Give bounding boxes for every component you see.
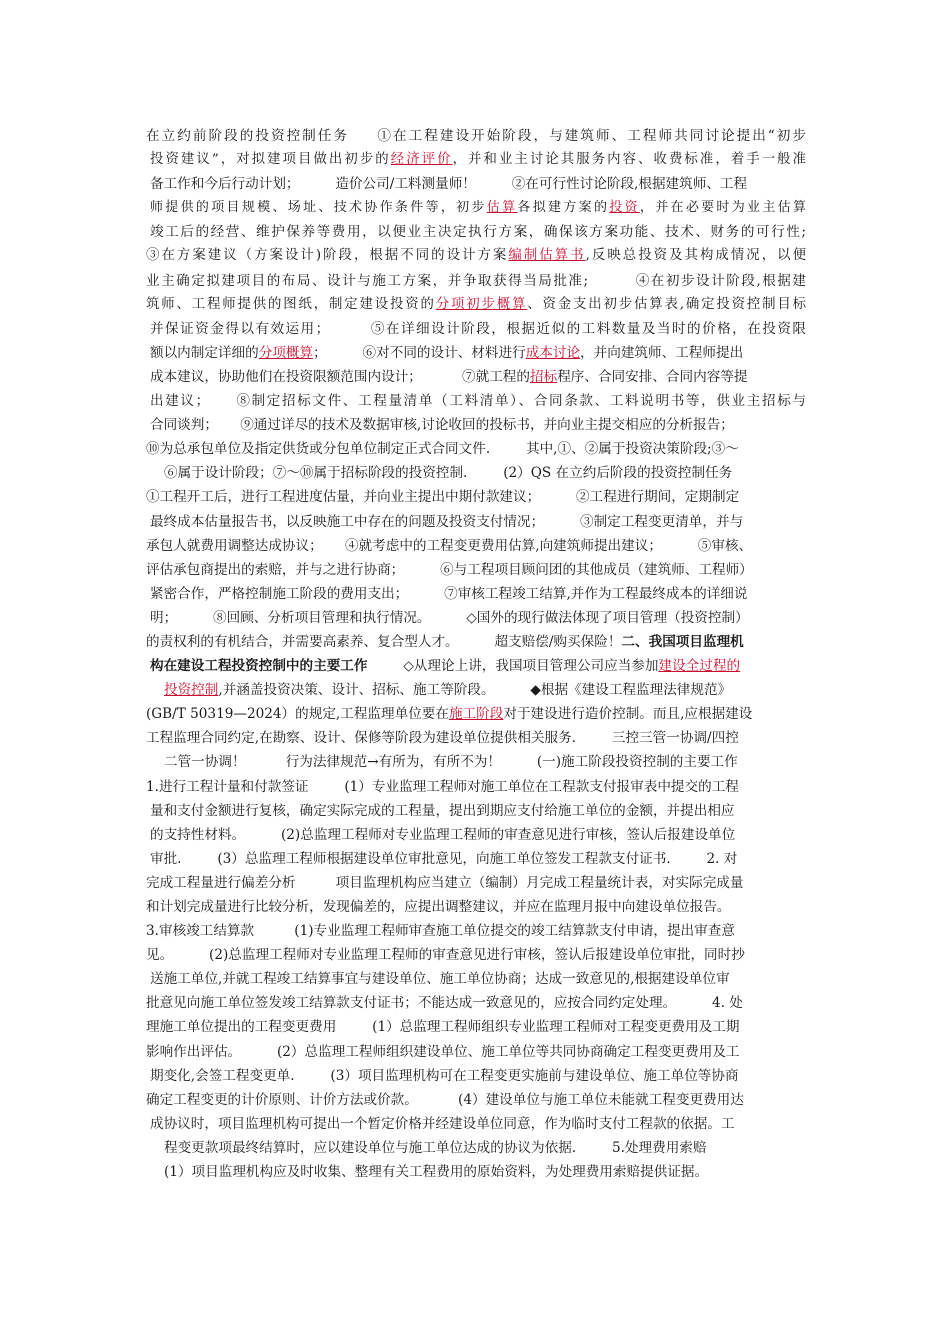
- hyperlink[interactable]: 投资控制: [164, 682, 219, 699]
- text-segment: 成协议时，项目监理机构可提出一个暂定价格并经建设单位同意，作为临时支付工程款的依据。工: [150, 1115, 735, 1132]
- text-segment: ，并向建筑师、工程师提出: [580, 344, 744, 361]
- hyperlink[interactable]: 分项概算: [258, 344, 314, 361]
- text-segment: ①工程开工后，进行工程进度估量，并向业主提出中期付款建议； ②工程进行期间，定期制定: [146, 489, 740, 506]
- text-line: [146, 558, 806, 582]
- text-segment: 在立约前阶段的投资控制任务 ①在工程建设开始阶段，与建筑师、工程师共同讨论提出“初步: [146, 128, 806, 144]
- text-segment: 送施工单位,并就工程竣工结算事宜与建设单位、施工单位协商；达成一致意见的,根据建设单位审: [150, 971, 730, 988]
- text-segment: 紧密合作，严格控制施工阶段的费用支出； ⑦审核工程竣工结算,并作为工程最终成本的详细说: [150, 585, 748, 602]
- text-line: [146, 365, 806, 389]
- text-segment: ； ⑥对不同的设计、材料进行: [313, 344, 526, 361]
- text-segment: 、资金支出初步估算表,确定投资控制目标: [527, 296, 806, 312]
- text-line: [146, 823, 806, 847]
- text-segment: 二管一协调！ 行为法律规范→有所为，有所不为！ (一)施工阶段投资控制的主要工作: [164, 754, 738, 771]
- hyperlink[interactable]: 成本讨论: [525, 344, 581, 361]
- text-line: [146, 244, 806, 268]
- text-segment: 期变化,会签工程变更单. (3）项目监理机构可在工程变更实施前与建设单位、施工单位等协商: [150, 1067, 739, 1084]
- text-line: [146, 582, 806, 606]
- text-segment: 程变更款项最终结算时，应以建设单位与施工单位达成的协议为依据. 5.处理费用索赔: [164, 1139, 707, 1156]
- text-segment: 影响作出评估。 (2）总监理工程师组织建设单位、施工单位等共同协商确定工程变更费用及工: [146, 1043, 740, 1060]
- section-heading-text: 构在建设工程投资控制中的主要工作: [150, 658, 368, 675]
- text-line: [146, 967, 806, 991]
- text-segment: 确定工程变更的计价原则、计价方法或价款。 (4）建设单位与施工单位未能就工程变更费用达: [146, 1091, 744, 1108]
- text-segment: 的支持性材料。 (2)总监理工程师对专业监理工程师的审查意见进行审核，签认后报建设单位: [150, 826, 736, 843]
- text-line: [146, 1064, 806, 1088]
- text-line: [146, 1112, 806, 1136]
- text-segment: 完成工程量进行偏差分析 项目监理机构应当建立（编制）月完成工程量统计表，对实际完成量: [146, 874, 744, 891]
- text-segment: ,反映总投资及其构成情况，以便: [585, 248, 806, 264]
- text-segment: 师提供的项目规模、场址、技术协作条件等，初步: [150, 200, 487, 216]
- text-segment: ⑩为总承包单位及指定供货或分包单位制定正式合同文件. 其中,①、②属于投资决策阶段;③～: [146, 441, 739, 458]
- text-line: [146, 172, 806, 196]
- text-segment: 额以内制定详细的: [150, 344, 259, 361]
- text-segment: 各拟建方案的: [517, 200, 610, 216]
- text-segment: ，并在必要时为业主估算: [639, 200, 806, 216]
- text-segment: 出建议； ⑧制定招标文件、工程量清单（工料清单）、合同条款、工料说明书等，供业主招标与: [150, 393, 806, 410]
- text-segment: 程序、合同安排、合同内容等提: [557, 368, 748, 385]
- text-segment: 筑师、工程师提供的图纸，制定建设投资的: [146, 296, 436, 312]
- text-line: [146, 510, 806, 534]
- text-segment: 合同谈判； ⑨通过详尽的技术及数据审核,讨论收回的投标书，并向业主提交相应的分析报告；: [150, 417, 734, 434]
- text-segment: 投资建议”，对拟建项目做出初步的: [150, 152, 391, 168]
- text-segment: 最终成本估量报告书，以反映施工中存在的问题及投资支付情况； ③制定工程变更清单，并与: [150, 513, 744, 530]
- text-line: [146, 991, 806, 1015]
- text-line: [146, 461, 806, 485]
- hyperlink[interactable]: 编制估算书: [508, 248, 586, 264]
- text-segment: ，并和业主讨论其服务内容、收费标准，着手一般准: [452, 152, 806, 168]
- text-line: [146, 317, 806, 341]
- text-line: [146, 847, 806, 871]
- text-segment: 理施工单位提出的工程变更费用 (1）总监理工程师组织专业监理工程师对工程变更费用及工期: [146, 1019, 740, 1036]
- text-segment: (1）项目监理机构应及时收集、整理有关工程费用的原始资料，为处理费用索赔提供证据。: [164, 1164, 709, 1181]
- text-line: [146, 895, 806, 919]
- text-line: [146, 943, 806, 967]
- hyperlink[interactable]: 经济评价: [390, 152, 453, 168]
- hyperlink[interactable]: 分项初步概算: [435, 296, 528, 312]
- text-line: [146, 293, 806, 317]
- text-segment: 3.审核竣工结算款 (1)专业监理工程师审查施工单位提交的竣工结算款支付申请，提出审查意: [146, 923, 735, 940]
- text-line: [146, 220, 806, 244]
- text-segment: 成本建议，协助他们在投资限额范围内设计； ⑦就工程的: [150, 368, 530, 385]
- text-segment: 见。 (2)总监理工程师对专业监理工程师的审查意见进行审核，签认后报建设单位审批，同时抄: [146, 947, 745, 964]
- text-line: [146, 437, 806, 461]
- hyperlink[interactable]: 建设全过程的: [658, 658, 741, 675]
- text-segment: ◇从理论上讲，我国项目管理公司应当参加: [367, 658, 659, 675]
- hyperlink[interactable]: 估算: [486, 200, 518, 216]
- text-line: [146, 485, 806, 509]
- text-line: [146, 389, 806, 413]
- text-segment: (GB/T 50319—2024）的规定,工程监理单位要在: [146, 706, 449, 723]
- text-segment: ③在方案建议（方案设计)阶段，根据不同的设计方案: [146, 248, 509, 264]
- text-line: [146, 341, 806, 365]
- text-line: [146, 775, 806, 799]
- text-line: [146, 799, 806, 823]
- text-line: [146, 148, 806, 172]
- text-segment: 批意见向施工单位签发竣工结算款支付证书；不能达成一致意见的，应按合同约定处理。 4. 处: [146, 995, 743, 1012]
- text-segment: 审批. (3）总监理工程师根据建设单位审批意见，向施工单位签发工程款支付证书. 2. 对: [150, 850, 738, 867]
- text-line: [146, 1088, 806, 1112]
- text-line: [146, 196, 806, 220]
- text-segment: 量和支付金额进行复核，确定实际完成的工程量，提出到期应支付给施工单位的金额，并提出相应: [150, 802, 735, 819]
- text-segment: 评估承包商提出的索赔，并与之进行协商； ⑥与工程项目顾问团的其他成员（建筑师、工程师）: [146, 561, 753, 578]
- text-segment: 业主确定拟建项目的布局、设计与施工方案，并争取获得当局批准; ④在初步设计阶段,根据建: [146, 272, 806, 289]
- document-body: [146, 124, 806, 1184]
- text-segment: ⑥属于设计阶段；⑦～⑩属于招标阶段的投资控制. (2）QS 在立约后阶段的投资控制任务: [164, 465, 733, 482]
- text-line: [146, 630, 806, 654]
- text-line: [146, 1160, 806, 1184]
- text-segment: 的责权利的有机结合，并需要高素养、复合型人才。 超支赔偿/购买保险！: [146, 633, 622, 650]
- text-line: [146, 726, 806, 750]
- hyperlink[interactable]: 招标: [530, 368, 558, 385]
- text-segment: 并保证资金得以有效运用； ⑤在详细设计阶段，根据近似的工料数量及当时的价格，在投资限: [150, 320, 806, 337]
- text-segment: 1.进行工程计量和付款签证 (1）专业监理工程师对施工单位在工程款支付报审表中提交的工程: [146, 778, 739, 795]
- hyperlink[interactable]: 施工阶段: [449, 706, 504, 723]
- text-segment: 工程监理合同约定,在勘察、设计、保修等阶段为建设单位提供相关服务. 三控三管一协调/四控: [146, 730, 739, 747]
- text-segment: 备工作和今后行动计划； 造价公司/工料测量师！ ②在可行性讨论阶段,根据建筑师、工程: [150, 176, 748, 193]
- hyperlink[interactable]: 投资: [609, 200, 640, 216]
- text-segment: 承包人就费用调整达成协议； ④就考虑中的工程变更费用估算,向建筑师提出建议； ⑤审核、: [146, 537, 753, 554]
- text-line: [146, 919, 806, 943]
- text-segment: 对于建设进行造价控制。而且,应根据建设: [503, 706, 753, 723]
- text-line: [146, 269, 806, 293]
- text-line: [146, 871, 806, 895]
- text-line: [146, 124, 806, 148]
- text-line: [146, 702, 806, 726]
- text-segment: 竣工后的经营、维护保养等费用，以便业主决定执行方案，确保该方案功能、技术、财务的可行性;: [150, 224, 806, 241]
- text-segment: 明； ⑧回顾、分析项目管理和执行情况。 ◇国外的现行做法体现了项目管理（投资控制）: [150, 609, 749, 626]
- text-line: [146, 534, 806, 558]
- text-line: [146, 413, 806, 437]
- text-segment: ,并涵盖投资决策、设计、招标、施工等阶段。 ◆根据《建设工程监理法律规范》: [218, 682, 732, 699]
- text-line: [146, 606, 806, 630]
- section-heading-text: 二、我国项目监理机: [621, 633, 744, 650]
- text-line: [146, 1040, 806, 1064]
- text-line: [146, 1136, 806, 1160]
- text-line: [146, 750, 806, 774]
- text-line: [146, 654, 806, 678]
- text-line: [146, 678, 806, 702]
- text-line: [146, 1015, 806, 1039]
- text-segment: 和计划完成量进行比较分析，发现偏差的，应提出调整建议，并应在监理月报中向建设单位报告。: [146, 899, 731, 915]
